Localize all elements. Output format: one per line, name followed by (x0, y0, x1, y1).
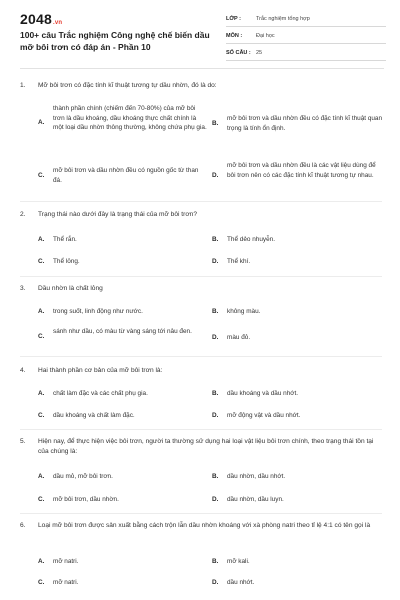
option-text: màu đỏ. (227, 334, 251, 341)
option-d[interactable] (212, 333, 384, 343)
question-text: Loại mỡ bôi trơn được sản xuất bằng cách trộn lẫn dầu nhờn khoáng với xà phòng natri theo tỉ lệ 4:1 có tên gọi là (38, 522, 371, 529)
option-text: mỡ natri. (53, 579, 79, 586)
option-letter: D. (212, 496, 219, 503)
option-letter: C. (38, 496, 45, 503)
option-text: mỡ bôi trơn và dầu nhờn đều là các vật liệu dùng để bôi trơn nên có các đặc tính kĩ thuật tương tự nhau. (227, 162, 376, 179)
option-b[interactable] (212, 114, 384, 133)
question-divider (20, 513, 382, 514)
question-divider (20, 201, 382, 202)
question-text: Mỡ bôi trơn có đặc tính kĩ thuật tương tự dầu nhờn, đó là do: (38, 82, 217, 89)
meta-value: Đại học (256, 32, 275, 39)
site-logo[interactable] (20, 11, 62, 27)
question-6 (20, 521, 382, 531)
option-a[interactable] (38, 307, 208, 317)
question-stem (20, 437, 382, 457)
question-number: 3. (20, 285, 26, 292)
option-text: dầu khoáng và dầu nhớt. (227, 390, 298, 397)
question-divider (20, 356, 382, 357)
option-b[interactable] (212, 235, 384, 245)
option-letter: B. (212, 308, 219, 315)
question-divider (20, 429, 382, 430)
question-number: 2. (20, 211, 26, 218)
option-letter: A. (38, 308, 45, 315)
meta-row-count (226, 46, 386, 61)
option-text: trong suốt, linh động như nước. (53, 308, 143, 315)
option-letter: B. (212, 473, 219, 480)
question-1 (20, 81, 382, 91)
question-stem (20, 210, 382, 220)
option-text: sánh như dầu, có màu từ vàng sáng tới nâu đen. (53, 328, 192, 335)
option-c[interactable] (38, 257, 208, 267)
option-letter: A. (38, 119, 45, 126)
option-d[interactable] (212, 411, 384, 421)
option-text: dầu mỏ, mỡ bôi trơn. (53, 473, 113, 480)
option-text: Thể khí. (227, 258, 251, 265)
option-text: mỡ kali. (227, 558, 250, 565)
question-4 (20, 366, 382, 376)
question-stem (20, 81, 382, 91)
question-text: Trạng thái nào dưới đây là trạng thái của mỡ bôi trơn? (38, 211, 197, 218)
option-text: Thể rắn. (53, 236, 77, 243)
option-letter: C. (38, 258, 45, 265)
option-c[interactable] (38, 578, 208, 588)
question-stem (20, 366, 382, 376)
question-text: Hiện nay, để thực hiện việc bôi trơn, người ta thường sử dụng hai loại vật liệu bôi trơn chính, theo trạng thái tồn tại của chúng là: (38, 438, 374, 455)
option-text: Thể dẻo nhuyễn. (227, 236, 275, 243)
option-letter: D. (212, 258, 219, 265)
question-2 (20, 210, 382, 220)
option-c[interactable] (38, 166, 208, 185)
option-c[interactable] (38, 495, 208, 505)
option-d[interactable] (212, 578, 384, 588)
option-letter: A. (38, 473, 45, 480)
option-text: mỡ động vật và dầu nhớt. (227, 412, 301, 419)
header-divider (20, 68, 384, 69)
option-letter: D. (212, 172, 219, 179)
question-5 (20, 437, 382, 457)
question-divider (20, 276, 382, 277)
option-a[interactable] (38, 235, 208, 245)
option-b[interactable] (212, 557, 384, 567)
question-text: Hai thành phần cơ bản của mỡ bôi trơn là: (38, 367, 163, 374)
option-b[interactable] (212, 307, 384, 317)
question-stem (20, 284, 382, 294)
meta-key: SỐ CÂU : (226, 49, 251, 56)
option-a[interactable] (38, 389, 208, 399)
option-a[interactable] (38, 472, 208, 482)
option-letter: A. (38, 236, 45, 243)
option-text: mỡ natri. (53, 558, 79, 565)
document-header (0, 0, 400, 68)
option-text: dầu khoáng và chất làm đặc. (53, 412, 135, 419)
option-b[interactable] (212, 472, 384, 482)
option-text: dầu nhớt. (227, 579, 255, 586)
option-letter: A. (38, 390, 45, 397)
question-stem (20, 521, 382, 531)
option-c[interactable] (38, 411, 208, 421)
option-text: dầu nhờn, dầu nhớt. (227, 473, 286, 480)
option-d[interactable] (212, 495, 384, 505)
question-number: 5. (20, 438, 26, 445)
question-number: 4. (20, 367, 26, 374)
option-text: không màu. (227, 308, 261, 315)
option-letter: D. (212, 334, 219, 341)
document-title: 100+ câu Trắc nghiệm Công nghệ chế biến dầu mỡ bôi trơn có đáp án - Phần 10 (20, 30, 210, 52)
option-letter: C. (38, 333, 45, 340)
option-b[interactable] (212, 389, 384, 399)
option-d[interactable] (212, 161, 384, 180)
option-letter: B. (212, 120, 219, 127)
option-letter: B. (212, 390, 219, 397)
option-text: mỡ bôi trơn và dầu nhờn đều có nguồn gốc từ than đá. (53, 167, 199, 184)
option-a[interactable] (38, 557, 208, 567)
option-c[interactable] (38, 327, 208, 340)
option-text: mỡ bôi trơn và dầu nhờn đều có đặc tính kĩ thuật quan trọng là tính ổn định. (227, 115, 383, 132)
option-letter: B. (212, 558, 219, 565)
option-letter: C. (38, 579, 45, 586)
meta-key: LỚP : (226, 15, 241, 22)
option-text: mỡ bôi trơn, dầu nhờn. (53, 496, 119, 503)
meta-key: MÔN : (226, 32, 243, 39)
logo-text: 2048 (20, 11, 52, 27)
option-letter: C. (38, 172, 45, 179)
option-a[interactable] (38, 104, 208, 133)
option-letter: C. (38, 412, 45, 419)
option-text: thành phần chính (chiếm đến 70-80%) của mỡ bôi trơn là dầu khoáng, dầu khoáng thực chất chính là một loại dầu nhờn thông thường, không chứa phụ gia. (53, 105, 207, 131)
question-3 (20, 284, 382, 294)
option-text: chất làm đặc và các chất phụ gia. (53, 390, 148, 397)
question-number: 6. (20, 522, 26, 529)
option-letter: A. (38, 558, 45, 565)
meta-row-class (226, 12, 386, 27)
document-meta (226, 12, 386, 63)
option-d[interactable] (212, 257, 384, 267)
meta-row-subject (226, 29, 386, 44)
option-letter: B. (212, 236, 219, 243)
option-letter: D. (212, 579, 219, 586)
logo-suffix: .vn (52, 20, 63, 26)
option-letter: D. (212, 412, 219, 419)
meta-value: Trắc nghiệm tổng hợp (256, 15, 310, 22)
meta-value: 25 (256, 49, 263, 56)
question-text: Dầu nhờn là chất lỏng (38, 285, 103, 292)
option-text: dầu nhờn, dầu luyn. (227, 496, 284, 503)
option-text: Thể lỏng. (53, 258, 80, 265)
question-number: 1. (20, 82, 26, 89)
